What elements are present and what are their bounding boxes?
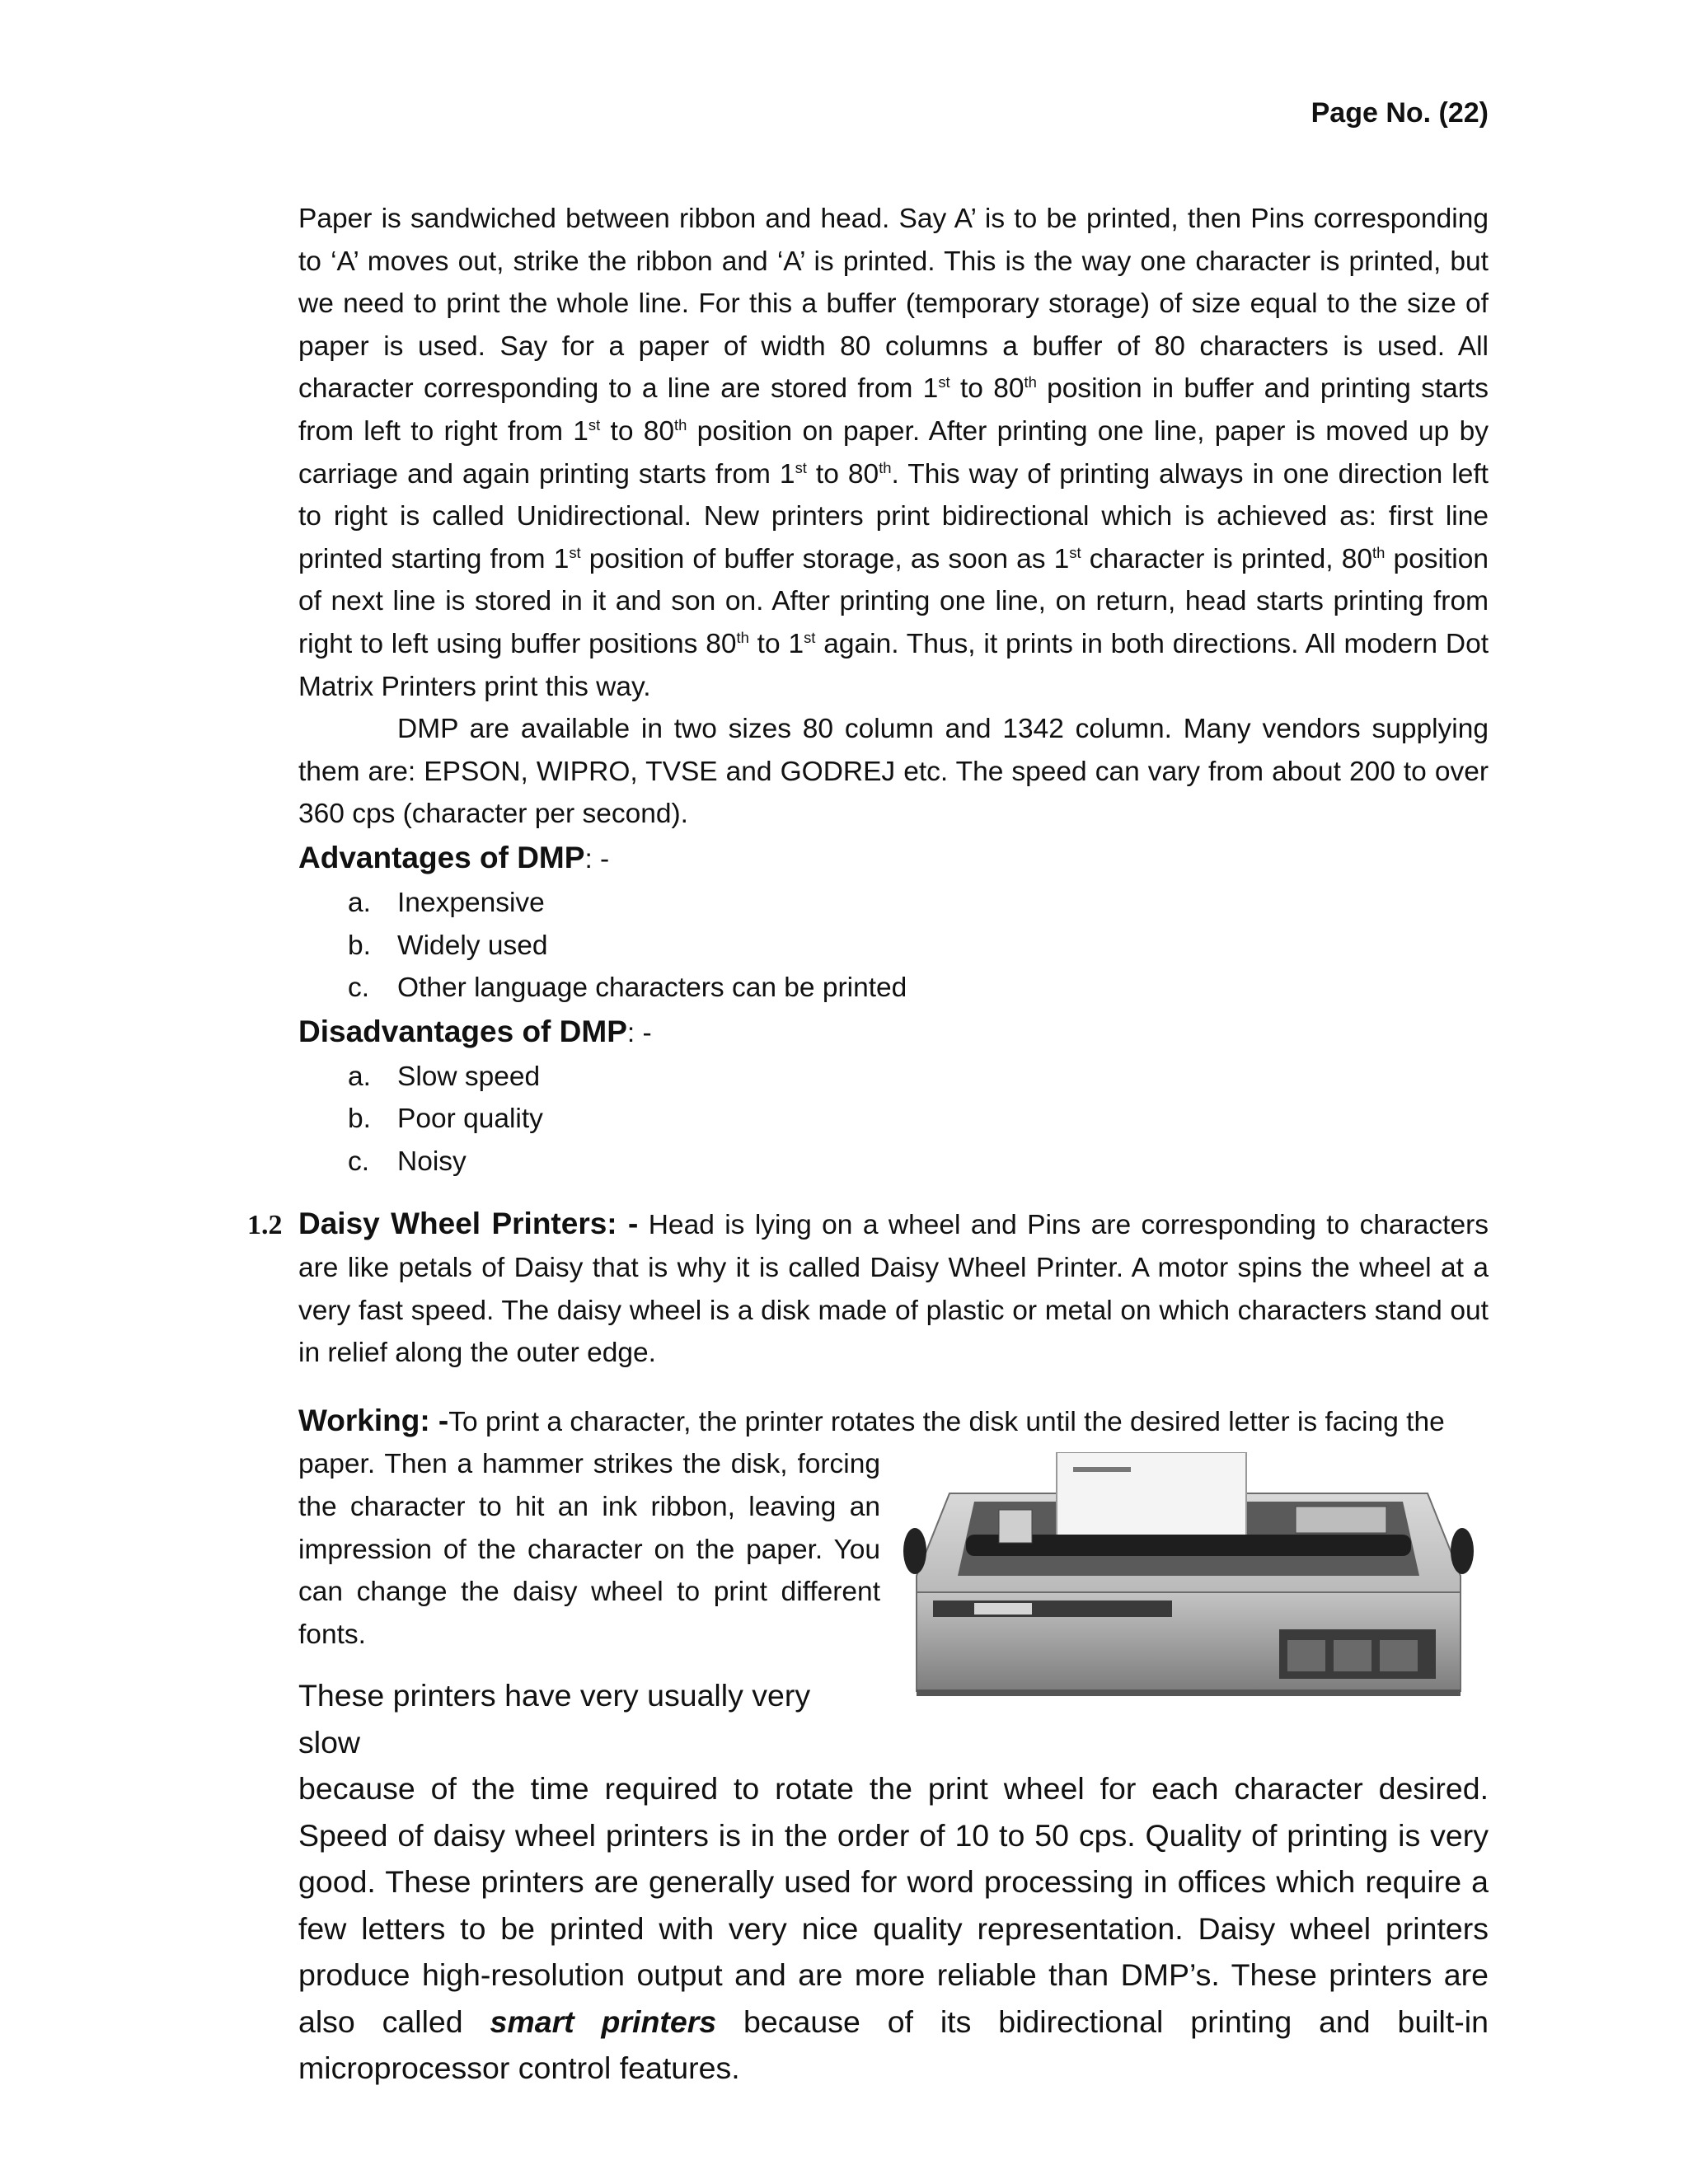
- paragraph-dot-matrix-printing: Paper is sandwiched between ribbon and head. Say A’ is to be printed, then Pins corresponding to ‘A’ moves out, strike the ribbon and ‘A’ is printed. This is the way one character is printed, but we need to print the whole line. For this a buffer (temporary storage) of size equal to the size of paper is used. Say for a paper of width 80 columns a buffer of 80 characters is used. All character corresponding to a line are stored from 1st to 80th position in buffer and printing starts from left to right from 1st to 80th position on paper. After printing one line, paper is moved up by carriage and again printing starts from 1st to 80th. This way of printing always in one direction left to right is called Unidirectional. New printers print bidirectional which is achieved as: first line printed starting from 1st position of buffer storage, as soon as 1st character is printed, 80th position of next line is stored in it and son on. After printing one line, on return, head starts printing from right to left using buffer positions 80th to 1st again. Thus, it prints in both directions. All modern Dot Matrix Printers print this way.: [298, 204, 1489, 702]
- list-item: c. Other language characters can be printed: [348, 972, 907, 1004]
- page-number: Page No. (22): [1311, 97, 1489, 129]
- working-first-line: Working: -To print a character, the printer rotates the disk until the desired letter is facing the: [298, 1403, 1445, 1437]
- closing-wrap-line: These printers have very usually very slow: [298, 1678, 811, 1760]
- printer-photo: [900, 1452, 1477, 1708]
- advantages-heading: Advantages of DMP: -: [298, 840, 610, 874]
- closing-paragraph: because of the time required to rotate the print wheel for each character desired. Speed of daisy wheel printers is in the order of 10 to 50 cps. Quality of printing is very good. These printers are generally used for word processing in offices which require a few letters to be printed with very nice quality representation. Daisy wheel printers produce high-resolution output and are more reliable than DMP’s. These printers are also called smart printers because of its bidirectional printing and built-in microprocessor control features.: [298, 1771, 1489, 2086]
- section-number: 1.2: [247, 1210, 283, 1241]
- disadvantages-heading: Disadvantages of DMP: -: [298, 1014, 652, 1048]
- page-body: [247, 198, 1489, 2092]
- list-item: a. Slow speed: [348, 1061, 541, 1092]
- list-item: b. Widely used: [348, 930, 548, 961]
- section-title: Daisy Wheel Printers: -: [298, 1207, 639, 1241]
- working-wrapped-text: paper. Then a hammer strikes the disk, forcing the character to hit an ink ribbon, leaving an impression of the character on the paper. You can change the daisy wheel to print different fonts.: [298, 1449, 880, 1650]
- section-daisy-wheel: [247, 1202, 1489, 1374]
- working-block: [298, 1399, 1489, 1766]
- list-item: b. Poor quality: [348, 1104, 543, 1135]
- list-item: c. Noisy: [348, 1146, 467, 1177]
- working-title: Working: -: [298, 1403, 449, 1437]
- paragraph-dmp-sizes: DMP are available in two sizes 80 column and 1342 column. Many vendors supplying them are: EPSON, WIPRO, TVSE and GODREJ etc. The speed can vary from about 200 to over 360 cps (character per second).: [298, 714, 1489, 830]
- list-item: a. Inexpensive: [348, 887, 545, 918]
- disadvantages-list: [298, 1056, 1489, 1183]
- smart-printers-term: smart printers: [490, 2004, 717, 2039]
- advantages-list: [298, 882, 1489, 1010]
- section-paragraph: Daisy Wheel Printers: - Head is lying on a wheel and Pins are corresponding to characters are like petals of Daisy that is why it is called Daisy Wheel Printer. A motor spins the wheel at a very fast speed. The daisy wheel is a disk made of plastic or metal on which characters stand out in relief along the outer edge.: [298, 1207, 1489, 1369]
